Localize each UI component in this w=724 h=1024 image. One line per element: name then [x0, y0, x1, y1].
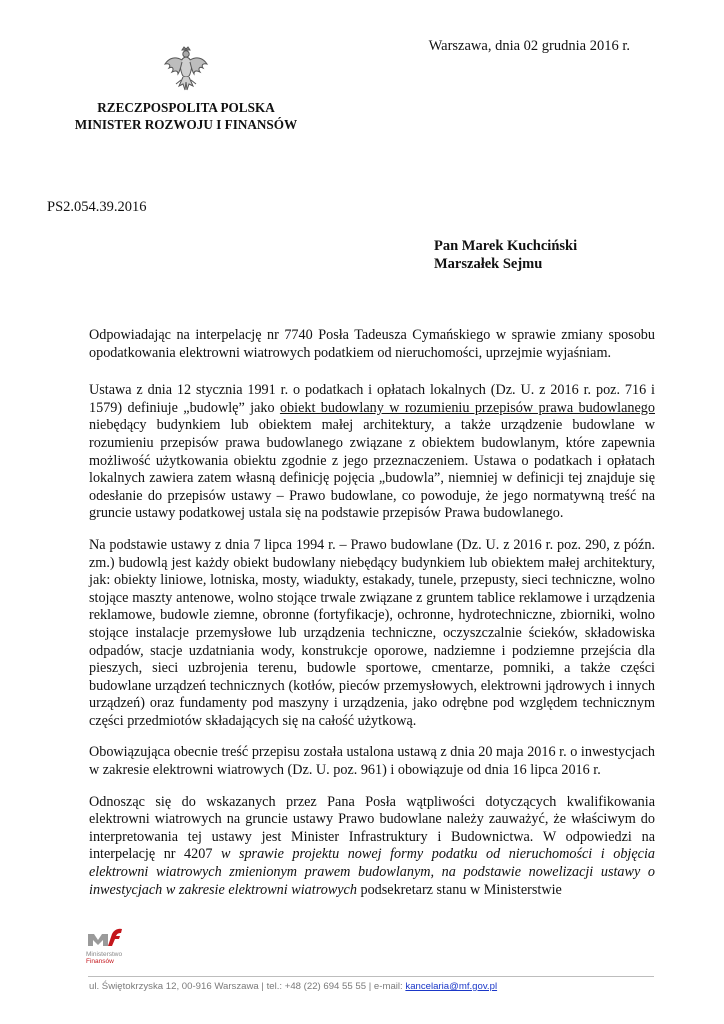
- letter-date: Warszawa, dnia 02 grudnia 2016 r.: [428, 38, 630, 54]
- footer-separator: |: [261, 981, 264, 992]
- footer-email-label: e-mail:: [373, 981, 403, 992]
- footer-email-link[interactable]: kancelaria@mf.gov.pl: [405, 981, 498, 992]
- letter-body: [89, 327, 655, 913]
- paragraph-interpretation: [89, 794, 655, 900]
- addressee-title: Marszałek Sejmu: [434, 256, 543, 272]
- footer-phone: tel.: +48 (22) 694 55 55: [266, 981, 367, 992]
- paragraph-definition: [89, 382, 655, 523]
- paragraph-building-law: Na podstawie ustawy z dnia 7 lipca 1994 r. – Prawo budowlane (Dz. U. z 2016 r. poz. 290, z późn. zm.) budowlą jest każdy obiekt budowlany niebędący budynkiem lub obiektem małej architektury, jak: obiekty liniowe, lotniska, mosty, wiadukty, estakady, tunele, przepusty, sieci techniczne, wolno stojące maszty antenowe, wolno stojące trwale związane z gruntem tablice reklamowe i urządzenia reklamowe, budowle ziemne, obronne (fortyfikacje), ochronne, hydrotechniczne, zbiorniki, wolno stojące instalacje przemysłowe lub urządzenia techniczne, oczyszczalnie ścieków, składowiska odpadów, stacje uzdatniania wody, konstrukcje oporowe, nadziemne i podziemne przejścia dla pieszych, sieci uzbrojenia terenu, budowle sportowe, cmentarze, pomniki, a także części budowlane urządzeń technicznych (kotłów, pieców przemysłowych, elektrowni jądrowych i innych urządzeń) oraz fundamenty pod maszyny i urządzenia, jako odrębne pod względem technicznym części przedmiotów składających się na całość użytkową.: [89, 536, 655, 729]
- paragraph-text: podsekretarz stanu w Ministerstwie: [356, 881, 562, 898]
- eagle-emblem-icon: [163, 44, 209, 92]
- logo-text-line-2: Finansów: [86, 958, 114, 965]
- reference-number: PS2.054.39.2016: [47, 199, 147, 215]
- underlined-phrase: obiekt budowlany w rozumieniu przepisów prawa budowlanego: [279, 399, 655, 416]
- footer: [89, 981, 655, 992]
- paragraph-text: Ustawa z dnia 12 stycznia 1991 r. o podatkach i opłatach lokalnych (Dz. U. z 2016 r. poz. 716 i 1579) definiuje „budowlę” jako: [89, 382, 655, 416]
- issuer-line-2: MINISTER ROZWOJU I FINANSÓW: [74, 117, 298, 132]
- paragraph-intro: Odpowiadając na interpelację nr 7740 Posła Tadeusza Cymańskiego w sprawie zmiany sposobu opodatkowania elektrowni wiatrowych podatkiem od nieruchomości, uprzejmie wyjaśniam.: [89, 327, 655, 361]
- footer-separator: |: [368, 981, 372, 992]
- paragraph-text: Odnosząc się do wskazanych przez Pana Posła wątpliwości dotyczących kwalifikowania elektrowni wiatrowych na gruncie ustawy Prawo budowlane należy zauważyć, że właściwym do interpretowania tej ustawy jest Minister Infrastruktury i Budownictwa. W odpowiedzi na interpelację nr 4207: [89, 793, 655, 863]
- logo-text-line-1: Ministerstwo: [86, 951, 123, 958]
- issuer-line-1: RZECZPOSPOLITA POLSKA: [97, 100, 275, 115]
- footer-address: ul. Świętokrzyska 12, 00-916 Warszawa: [89, 981, 259, 992]
- paragraph-text: niebędący budynkiem lub obiektem małej architektury, a także urządzenie budowlane w rozumieniu przepisów prawa budowlanego związane z obiektem budowlanym, które zapewnia możliwość użytkowania obiektu zgodnie z jego przeznaczeniem. Ustawa o podatkach i opłatach lokalnych zawiera zatem własną definicję pojęcia „budowla”, niemniej w definicji tej znajduje się odesłanie do przepisów ustawy – Prawo budowlane, co powoduje, że jego normatywną treść na gruncie ustawy podatkowej ustala się na podstawie przepisów Prawa budowlanego.: [89, 417, 655, 522]
- italic-phrase: w sprawie projektu nowej formy podatku od nieruchomości i objęcia elektrowni wiatrowych zmienionym prawem budowlanym, na podstawie nowelizacji ustawy o inwestycjach w zakresie elektrowni wiatrowych: [89, 846, 655, 898]
- addressee-block: [434, 237, 577, 273]
- issuer-heading: [40, 99, 332, 133]
- paragraph-current-law: Obowiązująca obecnie treść przepisu została ustalona ustawą z dnia 20 maja 2016 r. o inwestycjach w zakresie elektrowni wiatrowych (Dz. U. poz. 961) i obowiązuje od dnia 16 lipca 2016 r.: [89, 744, 655, 779]
- footer-divider: [88, 976, 654, 977]
- addressee-name: Pan Marek Kuchciński: [434, 238, 578, 254]
